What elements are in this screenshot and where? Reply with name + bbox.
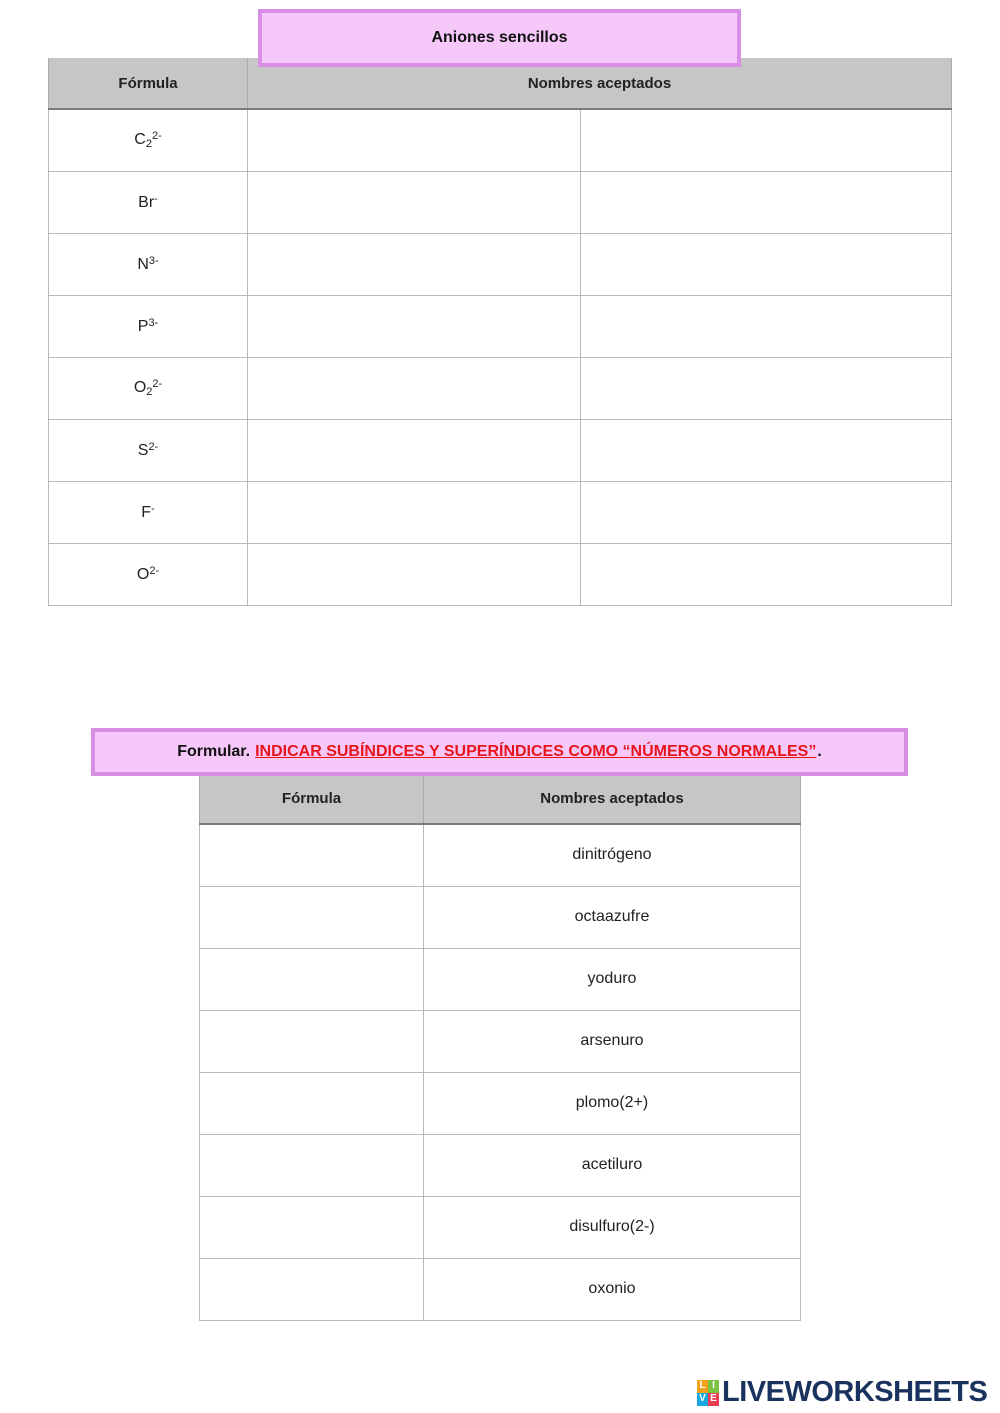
formula-answer-cell[interactable]	[200, 948, 424, 1010]
liveworksheets-logo	[697, 1376, 987, 1409]
answer-cell[interactable]	[581, 233, 952, 295]
formula-base: O	[136, 565, 150, 583]
formula-base: F	[141, 503, 152, 521]
formula-superscript: 2-	[151, 130, 162, 143]
liveworksheets-icon	[697, 1380, 719, 1406]
formula-cell	[49, 481, 248, 543]
answer-cell[interactable]	[248, 419, 581, 481]
answer-cell[interactable]	[248, 481, 581, 543]
formula-answer-cell[interactable]	[200, 1258, 424, 1320]
table-row	[49, 295, 952, 357]
table-row	[200, 1010, 801, 1072]
table-row	[49, 419, 952, 481]
answer-cell[interactable]	[581, 543, 952, 605]
name-cell: yoduro	[424, 948, 801, 1010]
answer-cell[interactable]	[248, 357, 581, 419]
formula-base: O	[133, 379, 147, 396]
aniones-table-body	[49, 109, 952, 605]
formula-answer-cell[interactable]	[200, 824, 424, 886]
brand-icon-tile: L	[697, 1380, 708, 1393]
formula-answer-cell[interactable]	[200, 886, 424, 948]
name-cell: oxonio	[424, 1258, 801, 1320]
formula-base: Br	[138, 193, 155, 211]
formula-header: Fórmula	[200, 772, 424, 824]
answer-cell[interactable]	[248, 543, 581, 605]
name-cell: octaazufre	[424, 886, 801, 948]
section2-title-banner	[91, 728, 908, 776]
table-row	[200, 824, 801, 886]
formula-base: N	[137, 255, 149, 273]
formula-answer-cell[interactable]	[200, 1010, 424, 1072]
brand-icon-tile: E	[708, 1393, 719, 1406]
table-row	[200, 886, 801, 948]
answer-cell[interactable]	[248, 171, 581, 233]
formula-answer-cell[interactable]	[200, 1072, 424, 1134]
formula-superscript: 2-	[152, 378, 163, 390]
table-row	[200, 1196, 801, 1258]
table-row	[49, 171, 952, 233]
formula-cell	[49, 171, 248, 233]
answer-cell[interactable]	[581, 171, 952, 233]
formula-header: Fórmula	[49, 58, 248, 109]
section1-title: Aniones sencillos	[431, 29, 568, 46]
brand-name: LIVEWORKSHEETS	[722, 1376, 988, 1408]
brand-icon-tile: V	[697, 1393, 708, 1406]
answer-cell[interactable]	[248, 233, 581, 295]
formula-base: P	[137, 317, 149, 335]
aniones-table	[48, 58, 952, 606]
brand-icon-tile: I	[708, 1380, 719, 1393]
section2-title-suffix: .	[817, 743, 822, 760]
formula-superscript: -	[154, 192, 158, 205]
table-row	[49, 233, 952, 295]
formula-superscript: 2-	[149, 564, 160, 577]
answer-cell[interactable]	[581, 481, 952, 543]
table-row	[49, 357, 952, 419]
formula-answer-cell[interactable]	[200, 1134, 424, 1196]
formula-subscript: 2	[145, 138, 152, 151]
table-row	[200, 948, 801, 1010]
formula-cell	[49, 357, 248, 419]
name-cell: dinitrógeno	[424, 824, 801, 886]
answer-cell[interactable]	[581, 109, 952, 171]
names-header: Nombres aceptados	[248, 58, 952, 109]
formula-base: C	[134, 131, 146, 149]
formula-superscript: -	[151, 502, 155, 515]
answer-cell[interactable]	[581, 295, 952, 357]
name-cell: disulfuro(2-)	[424, 1196, 801, 1258]
formula-superscript: 2-	[148, 440, 159, 453]
formula-cell	[49, 233, 248, 295]
name-cell: acetiluro	[424, 1134, 801, 1196]
formula-cell	[49, 543, 248, 605]
name-cell: plomo(2+)	[424, 1072, 801, 1134]
formular-table	[199, 772, 801, 1321]
formula-answer-cell[interactable]	[200, 1196, 424, 1258]
name-cell: arsenuro	[424, 1010, 801, 1072]
formula-cell	[49, 419, 248, 481]
formula-base: S	[137, 441, 149, 459]
answer-cell[interactable]	[581, 419, 952, 481]
formula-superscript: 3-	[148, 254, 159, 267]
table-row	[200, 1072, 801, 1134]
answer-cell[interactable]	[248, 295, 581, 357]
section2-title-highlight: INDICAR SUBÍNDICES Y SUPERÍNDICES COMO “NÚMEROS NORMALES”	[255, 743, 817, 760]
names-header: Nombres aceptados	[424, 772, 801, 824]
table-row	[49, 109, 952, 171]
answer-cell[interactable]	[248, 109, 581, 171]
section1-title-banner	[258, 9, 741, 67]
formula-cell	[49, 109, 248, 171]
formula-cell	[49, 295, 248, 357]
formular-table-body	[200, 824, 801, 1320]
formula-subscript: 2	[146, 386, 153, 398]
table-row	[49, 481, 952, 543]
table-row	[200, 1258, 801, 1320]
table-row	[49, 543, 952, 605]
section2-title-prefix: Formular.	[177, 743, 251, 760]
formula-superscript: 3-	[148, 316, 159, 329]
answer-cell[interactable]	[581, 357, 952, 419]
table-header-row	[200, 772, 801, 824]
table-row	[200, 1134, 801, 1196]
